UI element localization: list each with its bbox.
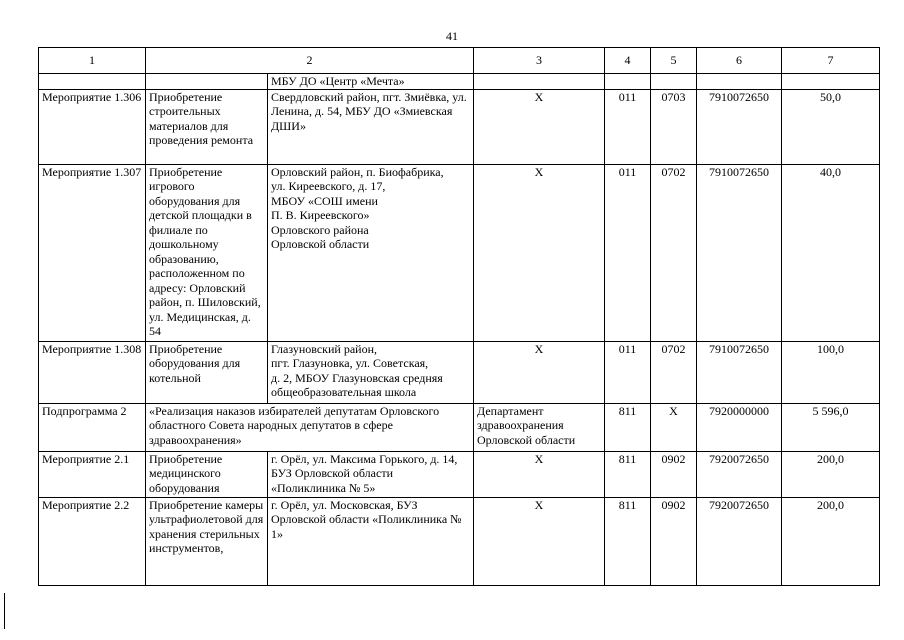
row-amount: 50,0 xyxy=(782,89,880,164)
table-row xyxy=(39,497,880,585)
row-code-6: 7910072650 xyxy=(697,341,782,403)
location-line: Орловской области xyxy=(271,237,370,251)
location-line: Орловский район, п. Биофабрика, xyxy=(271,164,444,179)
row-code-6: 7920000000 xyxy=(697,403,782,451)
header-col-3: 3 xyxy=(474,48,605,74)
row-amount: 200,0 xyxy=(782,451,880,497)
subprogram-row xyxy=(39,403,880,451)
location-line: Глазуновский район, xyxy=(271,341,378,356)
row-executor: Х xyxy=(474,341,605,403)
row-code-4: 011 xyxy=(605,341,651,403)
row-label: Мероприятие 1.308 xyxy=(39,341,146,403)
table-row xyxy=(39,89,880,164)
page-number: 41 xyxy=(446,29,458,43)
location-line: ул. Киреевского, д. 17, xyxy=(271,179,386,193)
table-row xyxy=(39,341,880,403)
row-label: Мероприятие 2.2 xyxy=(39,497,146,585)
subprogram-title: «Реализация наказов избирателей депутатам Орловского областного Совета народных депутатов в сфере здравоохранения» xyxy=(146,403,474,451)
row-amount: 40,0 xyxy=(782,164,880,341)
row-executor: Х xyxy=(474,451,605,497)
row-purpose: Приобретение медицинского оборудования xyxy=(146,451,268,497)
row-location: Свердловский район, пгт. Змиёвка, ул. Ленина, д. 54, МБУ ДО «Змиевская ДШИ» xyxy=(268,89,474,164)
location-line: пгт. Глазуновка, ул. Советская, xyxy=(271,356,429,370)
row-code-4: 811 xyxy=(605,403,651,451)
row-code-6: 7910072650 xyxy=(697,164,782,341)
row-executor: Х xyxy=(474,164,605,341)
location-line: общеобразовательная школа xyxy=(271,385,417,399)
row-label: Подпрограмма 2 xyxy=(39,403,146,451)
row-executor: Департамент здравоохранения Орловской области xyxy=(474,403,605,451)
row-code-4: 011 xyxy=(605,164,651,341)
table-row xyxy=(39,164,880,341)
row-amount: 100,0 xyxy=(782,341,880,403)
location-line: Орловского района xyxy=(271,222,369,237)
header-row xyxy=(39,48,880,74)
row-amount: 200,0 xyxy=(782,497,880,585)
row-code-5: 0902 xyxy=(651,451,697,497)
row-code-4: 811 xyxy=(605,451,651,497)
row-purpose: Приобретение строительных материалов для проведения ремонта xyxy=(146,89,268,164)
row-purpose: Приобретение оборудования для котельной xyxy=(146,341,268,403)
row-purpose: Приобретение игрового оборудования для детской площадки в филиале по дошкольному образованию, расположенном по адресу: Орловский район, п. Шиловский, ул. Медицинская, д. 54 xyxy=(146,164,268,341)
row-location xyxy=(268,341,474,403)
row-code-6: 7920072650 xyxy=(697,451,782,497)
row-location: г. Орёл, ул. Максима Горького, д. 14, БУЗ Орловской области «Поликлиника № 5» xyxy=(268,451,474,497)
header-col-1: 1 xyxy=(39,48,146,74)
continuation-text: МБУ ДО «Центр «Мечта» xyxy=(268,74,474,90)
row-code-5: 0702 xyxy=(651,341,697,403)
row-code-6: 7920072650 xyxy=(697,497,782,585)
table-row xyxy=(39,451,880,497)
row-code-6: 7910072650 xyxy=(697,89,782,164)
header-col-7: 7 xyxy=(782,48,880,74)
row-code-5: Х xyxy=(651,403,697,451)
row-executor: Х xyxy=(474,89,605,164)
header-col-5: 5 xyxy=(651,48,697,74)
location-line: П. В. Киреевского» xyxy=(271,208,370,222)
row-code-5: 0702 xyxy=(651,164,697,341)
row-label: Мероприятие 2.1 xyxy=(39,451,146,497)
row-label: Мероприятие 1.307 xyxy=(39,164,146,341)
row-purpose: Приобретение камеры ультрафиолетовой для хранения стерильных инструментов, xyxy=(146,497,268,585)
scan-margin-line xyxy=(4,593,5,629)
continuation-row xyxy=(39,74,880,90)
row-code-5: 0902 xyxy=(651,497,697,585)
row-location: г. Орёл, ул. Московская, БУЗ Орловской области «Поликлиника № 1» xyxy=(268,497,474,585)
location-line: МБОУ «СОШ имени xyxy=(271,193,378,208)
row-executor: Х xyxy=(474,497,605,585)
row-label: Мероприятие 1.306 xyxy=(39,89,146,164)
location-line: д. 2, МБОУ Глазуновская средняя xyxy=(271,370,443,385)
row-location xyxy=(268,164,474,341)
header-col-4: 4 xyxy=(605,48,651,74)
header-col-2: 2 xyxy=(146,48,474,74)
row-amount: 5 596,0 xyxy=(782,403,880,451)
row-code-4: 811 xyxy=(605,497,651,585)
header-col-6: 6 xyxy=(697,48,782,74)
row-code-4: 011 xyxy=(605,89,651,164)
row-code-5: 0703 xyxy=(651,89,697,164)
measures-table xyxy=(38,47,880,586)
